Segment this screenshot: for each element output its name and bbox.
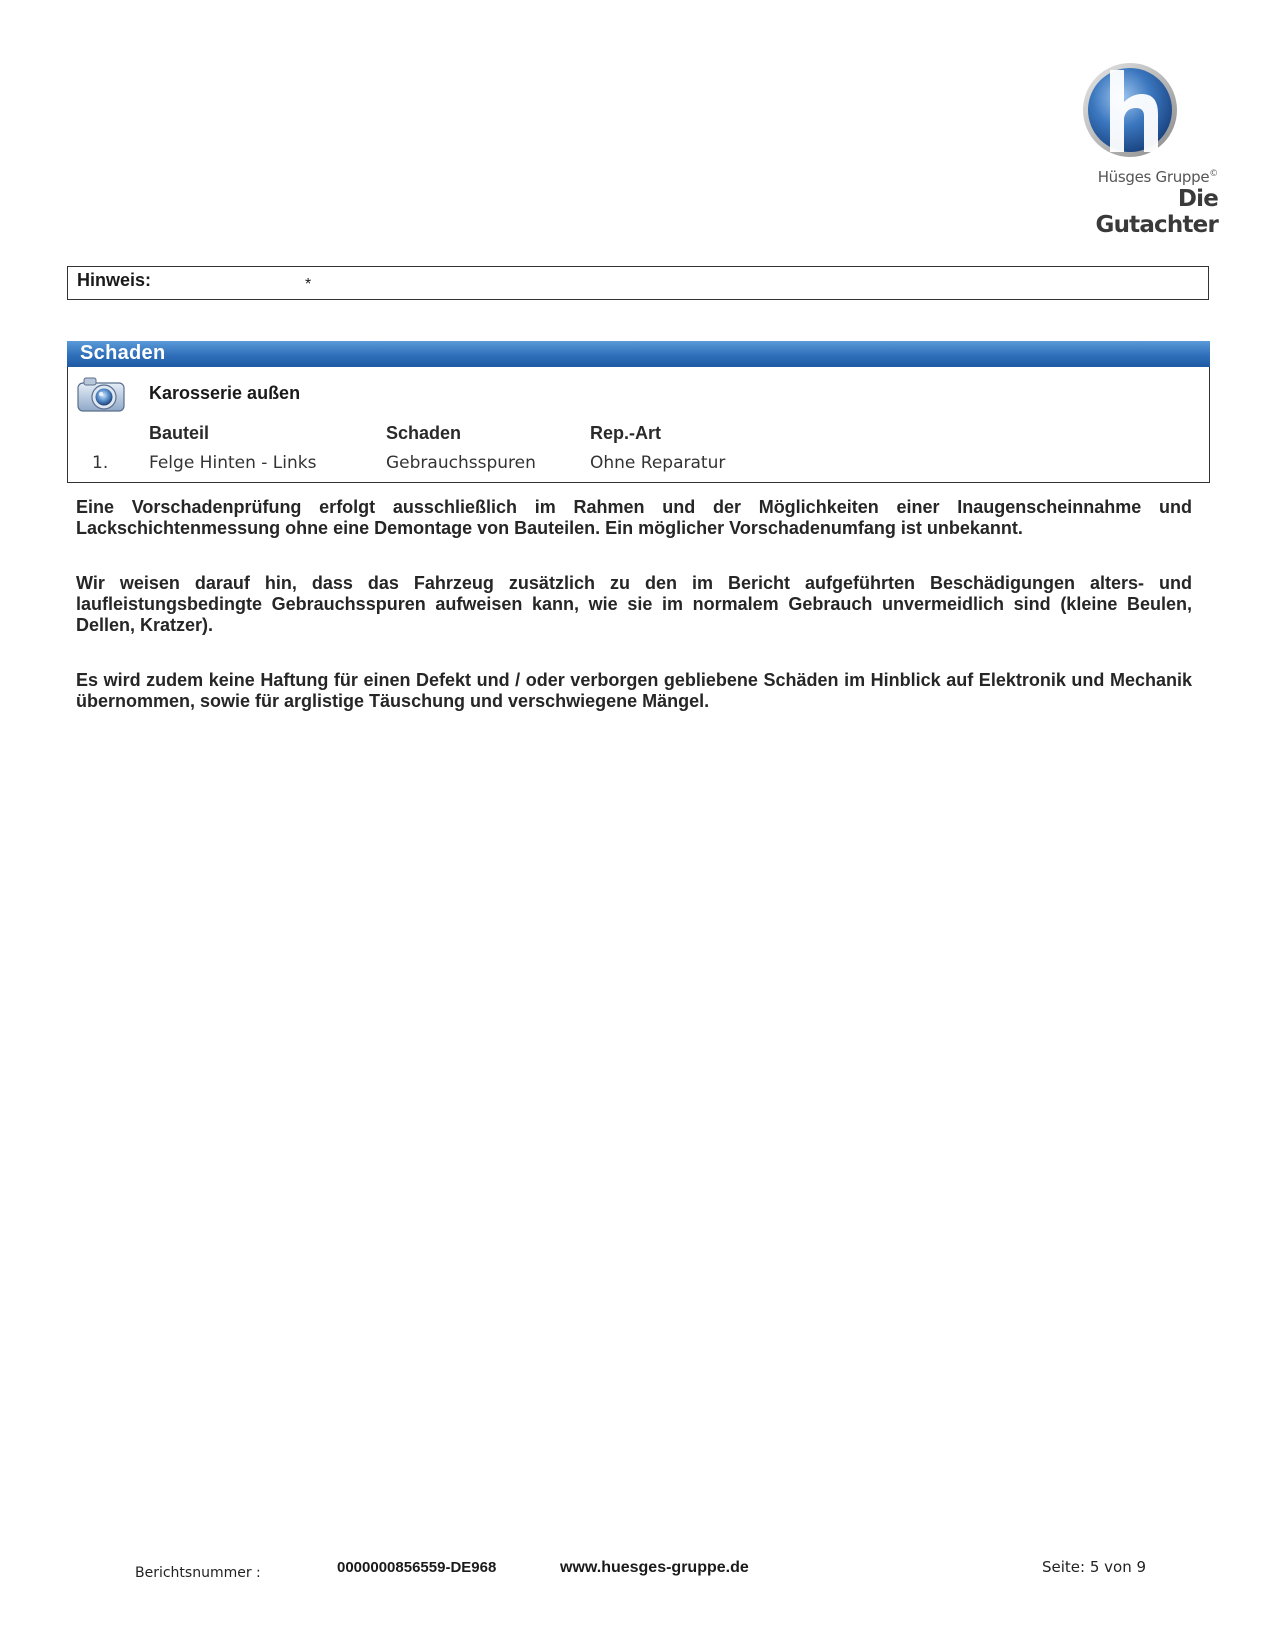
logo-emblem-icon: [1080, 60, 1190, 170]
hinweis-value: *: [305, 276, 312, 293]
schaden-section-body: [67, 367, 1210, 483]
column-header-bauteil: Bauteil: [149, 423, 210, 443]
website-link[interactable]: www.huesges-gruppe.de: [560, 1559, 749, 1576]
disclaimer-paragraph-1: Eine Vorschadenprüfung erfolgt ausschließlich im Rahmen und der Möglichkeiten einer Inaugenscheinnahme und Lackschichtenmessung ohne eine Demontage von Bauteilen. Ein möglicher Vorschadenumfang ist unbekannt.: [76, 497, 1192, 538]
logo-group-name: Hüsges Gruppe©: [1097, 168, 1218, 186]
column-header-rep-art: Rep.-Art: [590, 423, 661, 443]
report-number: 0000000856559-DE968: [337, 1559, 497, 1576]
cell-bauteil: Felge Hinten - Links: [149, 453, 317, 473]
disclaimer-paragraph-3: Es wird zudem keine Haftung für einen Defekt und / oder verborgen gebliebene Schäden im Hinblick auf Elektronik und Mechanik übernommen, sowie für arglistige Täuschung und verschwiegene Mängel.: [76, 670, 1192, 711]
hinweis-box: [67, 266, 1209, 300]
page-indicator: Seite: 5 von 9: [1042, 1558, 1147, 1576]
cell-rep-art: Ohne Reparatur: [590, 453, 726, 473]
schaden-section-header: [67, 341, 1210, 367]
section-title: Schaden: [80, 342, 166, 364]
logo-tagline: Die Gutachter: [1095, 186, 1218, 238]
camera-icon: [76, 373, 126, 420]
report-number-label: Berichtsnummer :: [135, 1565, 261, 1581]
disclaimer-paragraph-2: Wir weisen darauf hin, dass das Fahrzeug zusätzlich zu den im Bericht aufgeführten Beschädigungen alters- und laufleistungsbedingte Gebrauchsspuren aufweisen kann, wie sie im normalem Gebrauch unvermeidlich sind (kleine Beulen, Dellen, Kratzer).: [76, 573, 1192, 635]
cell-schaden: Gebrauchsspuren: [386, 453, 536, 473]
row-number: 1.: [92, 453, 109, 473]
hinweis-label: Hinweis:: [77, 270, 152, 290]
group-title: Karosserie außen: [149, 383, 301, 403]
column-header-schaden: Schaden: [386, 423, 462, 443]
company-logo: [1058, 60, 1218, 238]
